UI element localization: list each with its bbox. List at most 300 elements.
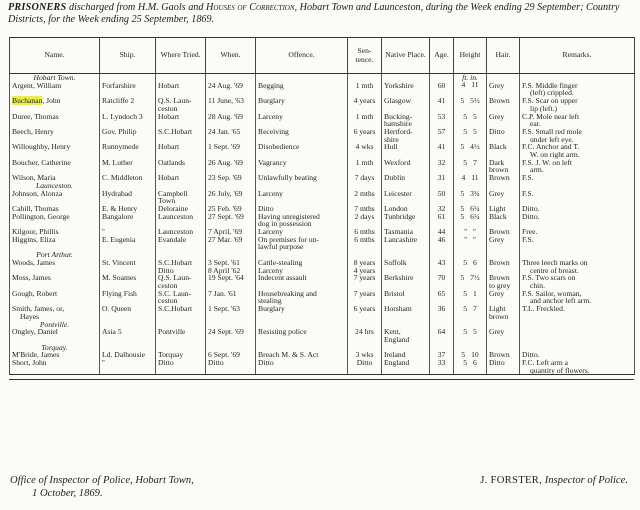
- col-header-name: Name.: [10, 38, 100, 74]
- cell-remarks: [520, 213, 635, 228]
- cell-native-line: Berkshire: [384, 273, 414, 283]
- cell-offence: [256, 359, 348, 375]
- header-text-a: discharged from H.M. Gaols and: [66, 2, 207, 13]
- cell-hair-line: brown: [489, 311, 509, 321]
- height-ft: 5: [460, 188, 465, 198]
- cell-ship-line: Ld. Dalhousie: [102, 350, 146, 360]
- cell-name: [10, 290, 100, 305]
- cell-ship-line: Forfarshire: [102, 80, 136, 90]
- cell-hair-line: Dark: [489, 157, 505, 167]
- cell-when-line: 25 Feb. '69: [208, 203, 242, 213]
- cell-sentence: [348, 274, 382, 289]
- cell-offence-line: Disobedience: [258, 142, 300, 152]
- cell-ship: [100, 213, 156, 228]
- cell-sentence: [348, 305, 382, 320]
- cell-hair: [487, 128, 520, 143]
- remarks-line: quantity of flowers.: [530, 365, 590, 375]
- height-in: 6: [473, 358, 477, 368]
- cell-offence-line: dog in possession: [258, 219, 312, 229]
- cell-tried-line: ceston: [158, 103, 178, 113]
- cell-hair-line: Brown: [489, 96, 510, 106]
- remarks-line: F.S. J. W. on left: [522, 157, 573, 167]
- height-in: 10: [471, 350, 479, 360]
- cell-name: [10, 305, 100, 320]
- cell-when: [206, 213, 256, 228]
- cell-tried-line: ceston: [158, 280, 178, 290]
- cell-name-line: Higgins, Eliza: [12, 234, 56, 244]
- cell-when: [206, 236, 256, 251]
- cell-age: [430, 259, 454, 274]
- cell-sentence: [348, 113, 382, 128]
- cell-name-line: Kilgour, Phillis: [12, 227, 59, 237]
- footer-signature-name: J. FORSTER,: [480, 475, 543, 486]
- cell-age-line: 33: [437, 358, 446, 368]
- cell-offence-line: Resisting police: [258, 327, 307, 337]
- height-in: 7½: [470, 273, 480, 283]
- cell-when-line: 6 Sept. '69: [208, 350, 240, 360]
- cell-sentence-line: 7 mths: [354, 203, 375, 213]
- cell-ship-line: '': [102, 227, 105, 237]
- height-in: 6: [473, 257, 477, 267]
- cell-ship: [100, 190, 156, 205]
- height-in: 5: [473, 126, 477, 136]
- cell-tried: [156, 128, 206, 143]
- cell-sentence-line: 2 days: [354, 211, 375, 221]
- cell-hair: [487, 82, 520, 97]
- empty-cell: [520, 321, 635, 329]
- cell-age-line: 64: [437, 327, 446, 337]
- cell-hair: [487, 236, 520, 251]
- cell-sentence: [348, 259, 382, 274]
- cell-offence: [256, 274, 348, 289]
- section-label: Pontville.: [10, 321, 100, 329]
- cell-remarks: [520, 190, 635, 205]
- cell-name: [10, 159, 100, 174]
- header-title: PRISONERS: [8, 2, 67, 13]
- cell-remarks: [520, 305, 635, 320]
- remarks-line: Free.: [522, 227, 538, 237]
- table-row: [10, 113, 635, 128]
- cell-name: [10, 113, 100, 128]
- cell-hair: [487, 143, 520, 158]
- cell-offence-line: Burglary: [258, 96, 285, 106]
- cell-age: [430, 174, 454, 182]
- footer-office-date: 1 October, 1869.: [32, 488, 103, 499]
- cell-tried: [156, 143, 206, 158]
- cell-age: [430, 159, 454, 174]
- cell-name: [10, 359, 100, 375]
- empty-cell: [454, 321, 487, 329]
- height-in: 11: [471, 80, 479, 90]
- cell-remarks: [520, 143, 635, 158]
- cell-ship: [100, 236, 156, 251]
- cell-hair: [487, 359, 520, 375]
- remarks-line: and anchor left arm.: [530, 296, 592, 306]
- cell-offence: [256, 190, 348, 205]
- cell-sentence-line: 6 mths: [354, 227, 375, 237]
- cell-tried-line: Oatlands: [158, 157, 185, 167]
- cell-tried-line: Ditto: [158, 265, 174, 275]
- cell-age-line: 44: [437, 227, 446, 237]
- cell-tried-line: Q.S. Laun-: [158, 273, 192, 283]
- cell-hair: [487, 290, 520, 305]
- cell-tried: [156, 359, 206, 375]
- cell-sentence: [348, 174, 382, 182]
- cell-native-line: Yorkshire: [384, 80, 414, 90]
- col-header-offence: Offence.: [256, 38, 348, 74]
- height-value: [456, 359, 484, 367]
- cell-native-line: Leicester: [384, 188, 412, 198]
- cell-offence-line: Larceny: [258, 265, 283, 275]
- cell-remarks: [520, 174, 635, 182]
- cell-tried-line: Hobart: [158, 111, 180, 121]
- cell-age: [430, 359, 454, 375]
- cell-native-line: Suffolk: [384, 257, 407, 267]
- cell-native-line: Hertford-: [384, 126, 413, 136]
- cell-sentence-line: 3 wks: [355, 350, 374, 360]
- cell-ship-line: L. Lyndoch 3: [102, 111, 143, 121]
- cell-tried-line: Hobart: [158, 142, 180, 152]
- remarks-line: F.C. Anchor and T.: [522, 142, 580, 152]
- cell-offence: [256, 113, 348, 128]
- cell-name-line: Johnson, Alonza: [12, 188, 63, 198]
- cell-hair: [487, 174, 520, 182]
- cell-native-line: Hull: [384, 142, 398, 152]
- cell-age: [430, 190, 454, 205]
- cell-native-line: Horsham: [384, 304, 412, 314]
- cell-hair-line: brown: [489, 165, 509, 175]
- remarks-line: T.L. Freckled.: [522, 304, 565, 314]
- cell-ship-line: Ratcliffe 2: [102, 96, 135, 106]
- height-in: 5: [473, 111, 477, 121]
- cell-offence-line: Receiving: [258, 126, 289, 136]
- cell-name-line: Woods, James: [12, 257, 56, 267]
- cell-when-line: 26 July, '69: [208, 188, 243, 198]
- footer-rule: [9, 379, 634, 380]
- cell-age-line: 60: [437, 80, 446, 90]
- cell-name-line: [12, 97, 97, 105]
- cell-sentence: [348, 290, 382, 305]
- cell-hair: [487, 274, 520, 289]
- cell-hair-line: Grey: [489, 80, 505, 90]
- cell-native: [382, 359, 430, 375]
- cell-height: [454, 190, 487, 205]
- cell-tried-line: Campbell: [158, 188, 188, 198]
- cell-name-line: Boucher, Catherine: [12, 157, 71, 167]
- cell-tried-line: Hobart: [158, 173, 180, 183]
- cell-tried: [156, 159, 206, 174]
- cell-tried-line: Q.S. Laun-: [158, 96, 192, 106]
- cell-height: [454, 97, 487, 112]
- cell-when-line: 24 Aug. '69: [208, 80, 243, 90]
- remarks-line: Ditto.: [522, 211, 540, 221]
- table-row: [10, 305, 635, 320]
- height-ft: 4: [461, 80, 466, 90]
- cell-hair-line: Brown: [489, 227, 510, 237]
- cell-height: [454, 213, 487, 228]
- cell-age-line: 61: [437, 211, 446, 221]
- cell-native-line: Tunbridge: [384, 211, 416, 221]
- height-in: 4½: [470, 142, 480, 152]
- height-value: [456, 97, 484, 105]
- cell-hair: [487, 113, 520, 128]
- cell-hair-line: Black: [489, 142, 507, 152]
- remarks-line: arm.: [530, 165, 544, 175]
- height-ft: '': [464, 227, 467, 237]
- cell-hair-line: Brown: [489, 173, 510, 183]
- cell-sentence-line: 6 mths: [354, 234, 375, 244]
- cell-ship: [100, 174, 156, 182]
- table-row: [10, 143, 635, 158]
- cell-sentence-line: 1 mth: [355, 157, 374, 167]
- cell-height: [454, 228, 487, 236]
- cell-ship-line: E. & Henry: [102, 203, 138, 213]
- cell-ship: [100, 82, 156, 97]
- cell-offence: [256, 259, 348, 274]
- cell-ship: [100, 128, 156, 143]
- cell-when-line: 24 Sept. '69: [208, 327, 244, 337]
- height-ft: 4: [461, 173, 466, 183]
- cell-sentence: [348, 328, 382, 343]
- height-units: ft. in.: [462, 72, 478, 82]
- cell-when-line: 28 Aug. '69: [208, 111, 243, 121]
- cell-name: [10, 97, 100, 112]
- cell-native: [382, 190, 430, 205]
- cell-height: [454, 159, 487, 174]
- cell-sentence-line: 2 mths: [354, 188, 375, 198]
- cell-hair-line: Grey: [489, 327, 505, 337]
- height-value: [456, 213, 484, 221]
- cell-age: [430, 113, 454, 128]
- remarks-line: lip (left.): [530, 103, 557, 113]
- cell-offence-line: Indecent assault: [258, 273, 307, 283]
- cell-offence-line: Larceny: [258, 227, 283, 237]
- cell-tried-line: Launceston: [158, 211, 194, 221]
- cell-hair: [487, 190, 520, 205]
- cell-ship: [100, 259, 156, 274]
- cell-age: [430, 290, 454, 305]
- height-ft: 5: [463, 257, 467, 267]
- cell-native-line: London: [384, 203, 408, 213]
- cell-sentence: [348, 143, 382, 158]
- col-header-height: Height: [454, 38, 487, 74]
- cell-offence-line: Breach M. & S. Act: [258, 350, 319, 360]
- height-in: 6¼: [470, 211, 480, 221]
- cell-age: [430, 143, 454, 158]
- col-header-native: Native Place.: [382, 38, 430, 74]
- height-value: [456, 174, 484, 182]
- cell-tried: [156, 213, 206, 228]
- cell-name-line: Wilson, Maria: [12, 173, 56, 183]
- cell-offence-line: lawful purpose: [258, 242, 304, 252]
- cell-age: [430, 82, 454, 97]
- cell-when-line: 8 April '62: [208, 265, 241, 275]
- footer-office: [10, 474, 194, 500]
- cell-sentence-line: 4 years: [353, 265, 376, 275]
- cell-ship-line: M. Soames: [102, 273, 137, 283]
- cell-native-line: Bristol: [384, 288, 405, 298]
- height-ft: 5: [460, 273, 465, 283]
- cell-remarks: [520, 259, 635, 274]
- cell-when-line: 24 Jan. '65: [208, 126, 241, 136]
- table-row: [10, 97, 635, 112]
- table-body: [10, 74, 635, 375]
- cell-native-line: hamshire: [384, 119, 412, 129]
- cell-remarks: [520, 159, 635, 174]
- cell-age-line: 43: [437, 257, 446, 267]
- cell-ship: [100, 274, 156, 289]
- cell-when: [206, 159, 256, 174]
- cell-when: [206, 359, 256, 375]
- cell-native-line: shire: [384, 134, 399, 144]
- cell-tried: [156, 113, 206, 128]
- cell-name-line: Moss, James: [12, 273, 51, 283]
- cell-when: [206, 113, 256, 128]
- cell-ship: [100, 143, 156, 158]
- cell-when: [206, 82, 256, 97]
- cell-ship-line: Runnymede: [102, 142, 139, 152]
- cell-age-line: 36: [437, 304, 446, 314]
- cell-offence-line: Ditto: [258, 203, 274, 213]
- remarks-line: C.P. Mole near left: [522, 111, 580, 121]
- table-header-row: [10, 38, 635, 74]
- cell-tried: [156, 274, 206, 289]
- cell-age-line: 50: [437, 188, 446, 198]
- height-in: 6¼: [470, 203, 480, 213]
- cell-age: [430, 97, 454, 112]
- cell-hair-line: Black: [489, 211, 507, 221]
- remarks-line: F.S.: [522, 188, 534, 198]
- cell-sentence: [348, 128, 382, 143]
- cell-ship: [100, 113, 156, 128]
- header-text-c: , Hobart Town and Launceston, during the Week ending 29 September; Country Districts, for the Week ending 25 September, 1869.: [8, 2, 620, 25]
- cell-native: [382, 174, 430, 182]
- cell-hair-line: Ditto: [489, 126, 505, 136]
- table-row: [10, 190, 635, 205]
- height-in: 5: [473, 327, 477, 337]
- cell-tried-line: Ditto: [158, 358, 174, 368]
- cell-height: [454, 359, 487, 375]
- remarks-line: chin.: [530, 280, 545, 290]
- cell-hair: [487, 305, 520, 320]
- cell-height: [454, 290, 487, 305]
- col-header-sentence: Sen-tence.: [348, 38, 382, 74]
- cell-native: [382, 236, 430, 251]
- cell-offence: [256, 82, 348, 97]
- cell-name: [10, 213, 100, 228]
- remarks-line: Ditto.: [522, 203, 540, 213]
- cell-when: [206, 290, 256, 305]
- cell-native-line: Tasmania: [384, 227, 413, 237]
- cell-offence-line: Housebreaking and: [258, 288, 317, 298]
- cell-height: [454, 143, 487, 158]
- remarks-line: F.S. Two scars on: [522, 273, 576, 283]
- cell-hair-line: Grey: [489, 288, 505, 298]
- cell-tried-line: S.C. Laun-: [158, 288, 192, 298]
- cell-height: [454, 328, 487, 343]
- cell-offence-line: Burglary: [258, 304, 285, 314]
- cell-remarks: [520, 128, 635, 143]
- cell-age: [430, 128, 454, 143]
- height-in: 11: [471, 173, 479, 183]
- height-ft: 5: [460, 96, 465, 106]
- cell-hair-line: to grey: [489, 280, 511, 290]
- cell-name: [10, 274, 100, 289]
- cell-offence-line: Ditto: [258, 358, 274, 368]
- height-ft: 5: [463, 126, 467, 136]
- height-in: 7: [473, 304, 477, 314]
- height-ft: 5: [460, 211, 465, 221]
- empty-cell: [454, 251, 487, 259]
- cell-height: [454, 128, 487, 143]
- cell-tried: [156, 290, 206, 305]
- cell-sentence-line: 4 wks: [355, 142, 374, 152]
- cell-sentence-line: 6 years: [353, 126, 376, 136]
- cell-sentence: [348, 213, 382, 228]
- cell-when: [206, 143, 256, 158]
- cell-offence: [256, 97, 348, 112]
- cell-when-line: 1 Sept. '63: [208, 304, 240, 314]
- cell-native-line: Dublin: [384, 173, 406, 183]
- cell-age-line: 41: [437, 96, 446, 106]
- cell-age-line: 37: [437, 350, 446, 360]
- remarks-line: F.S.: [522, 173, 534, 183]
- cell-native-line: England: [384, 358, 410, 368]
- cell-ship: [100, 97, 156, 112]
- cell-name-line: Cahill, Thomas: [12, 203, 59, 213]
- remarks-line: F.S. Middle finger: [522, 80, 578, 90]
- cell-height: [454, 72, 487, 97]
- section-label: Launceston.: [10, 182, 100, 190]
- cell-name-line: Short, John: [12, 358, 47, 368]
- cell-offence-line: Vagrancy: [258, 157, 287, 167]
- cell-offence-line: stealing: [258, 296, 282, 306]
- cell-height: [454, 259, 487, 274]
- page-header: [8, 2, 634, 26]
- cell-age: [430, 305, 454, 320]
- height-value: [456, 328, 484, 336]
- cell-when: [206, 174, 256, 182]
- cell-age-line: 32: [437, 203, 446, 213]
- cell-offence: [256, 128, 348, 143]
- cell-tried: [156, 259, 206, 274]
- cell-native: [382, 213, 430, 228]
- cell-native-line: Wexford: [384, 157, 411, 167]
- cell-sentence-line: 7 years: [353, 273, 376, 283]
- cell-when: [206, 128, 256, 143]
- cell-native-line: Bucking-: [384, 111, 413, 121]
- cell-sentence-line: 4 years: [353, 96, 376, 106]
- cell-sentence-line: 7 years: [353, 288, 376, 298]
- cell-name-line: Willoughby, Henry: [12, 142, 71, 152]
- cell-offence: [256, 305, 348, 320]
- cell-native: [382, 128, 430, 143]
- cell-tried-line: ceston: [158, 296, 178, 306]
- cell-height: [454, 351, 487, 359]
- cell-name-line: M'Bride, James: [12, 350, 60, 360]
- cell-native: [382, 328, 430, 343]
- cell-name: [10, 190, 100, 205]
- cell-hair-line: Grey: [489, 111, 505, 121]
- cell-tried: [156, 190, 206, 205]
- cell-age: [430, 328, 454, 343]
- footer-signature: [480, 474, 628, 487]
- table-row: [10, 274, 635, 289]
- cell-age-line: 46: [437, 234, 446, 244]
- cell-tried: [156, 236, 206, 251]
- section-label: Port Arthur.: [10, 251, 100, 259]
- remarks-line: F.S.: [522, 234, 534, 244]
